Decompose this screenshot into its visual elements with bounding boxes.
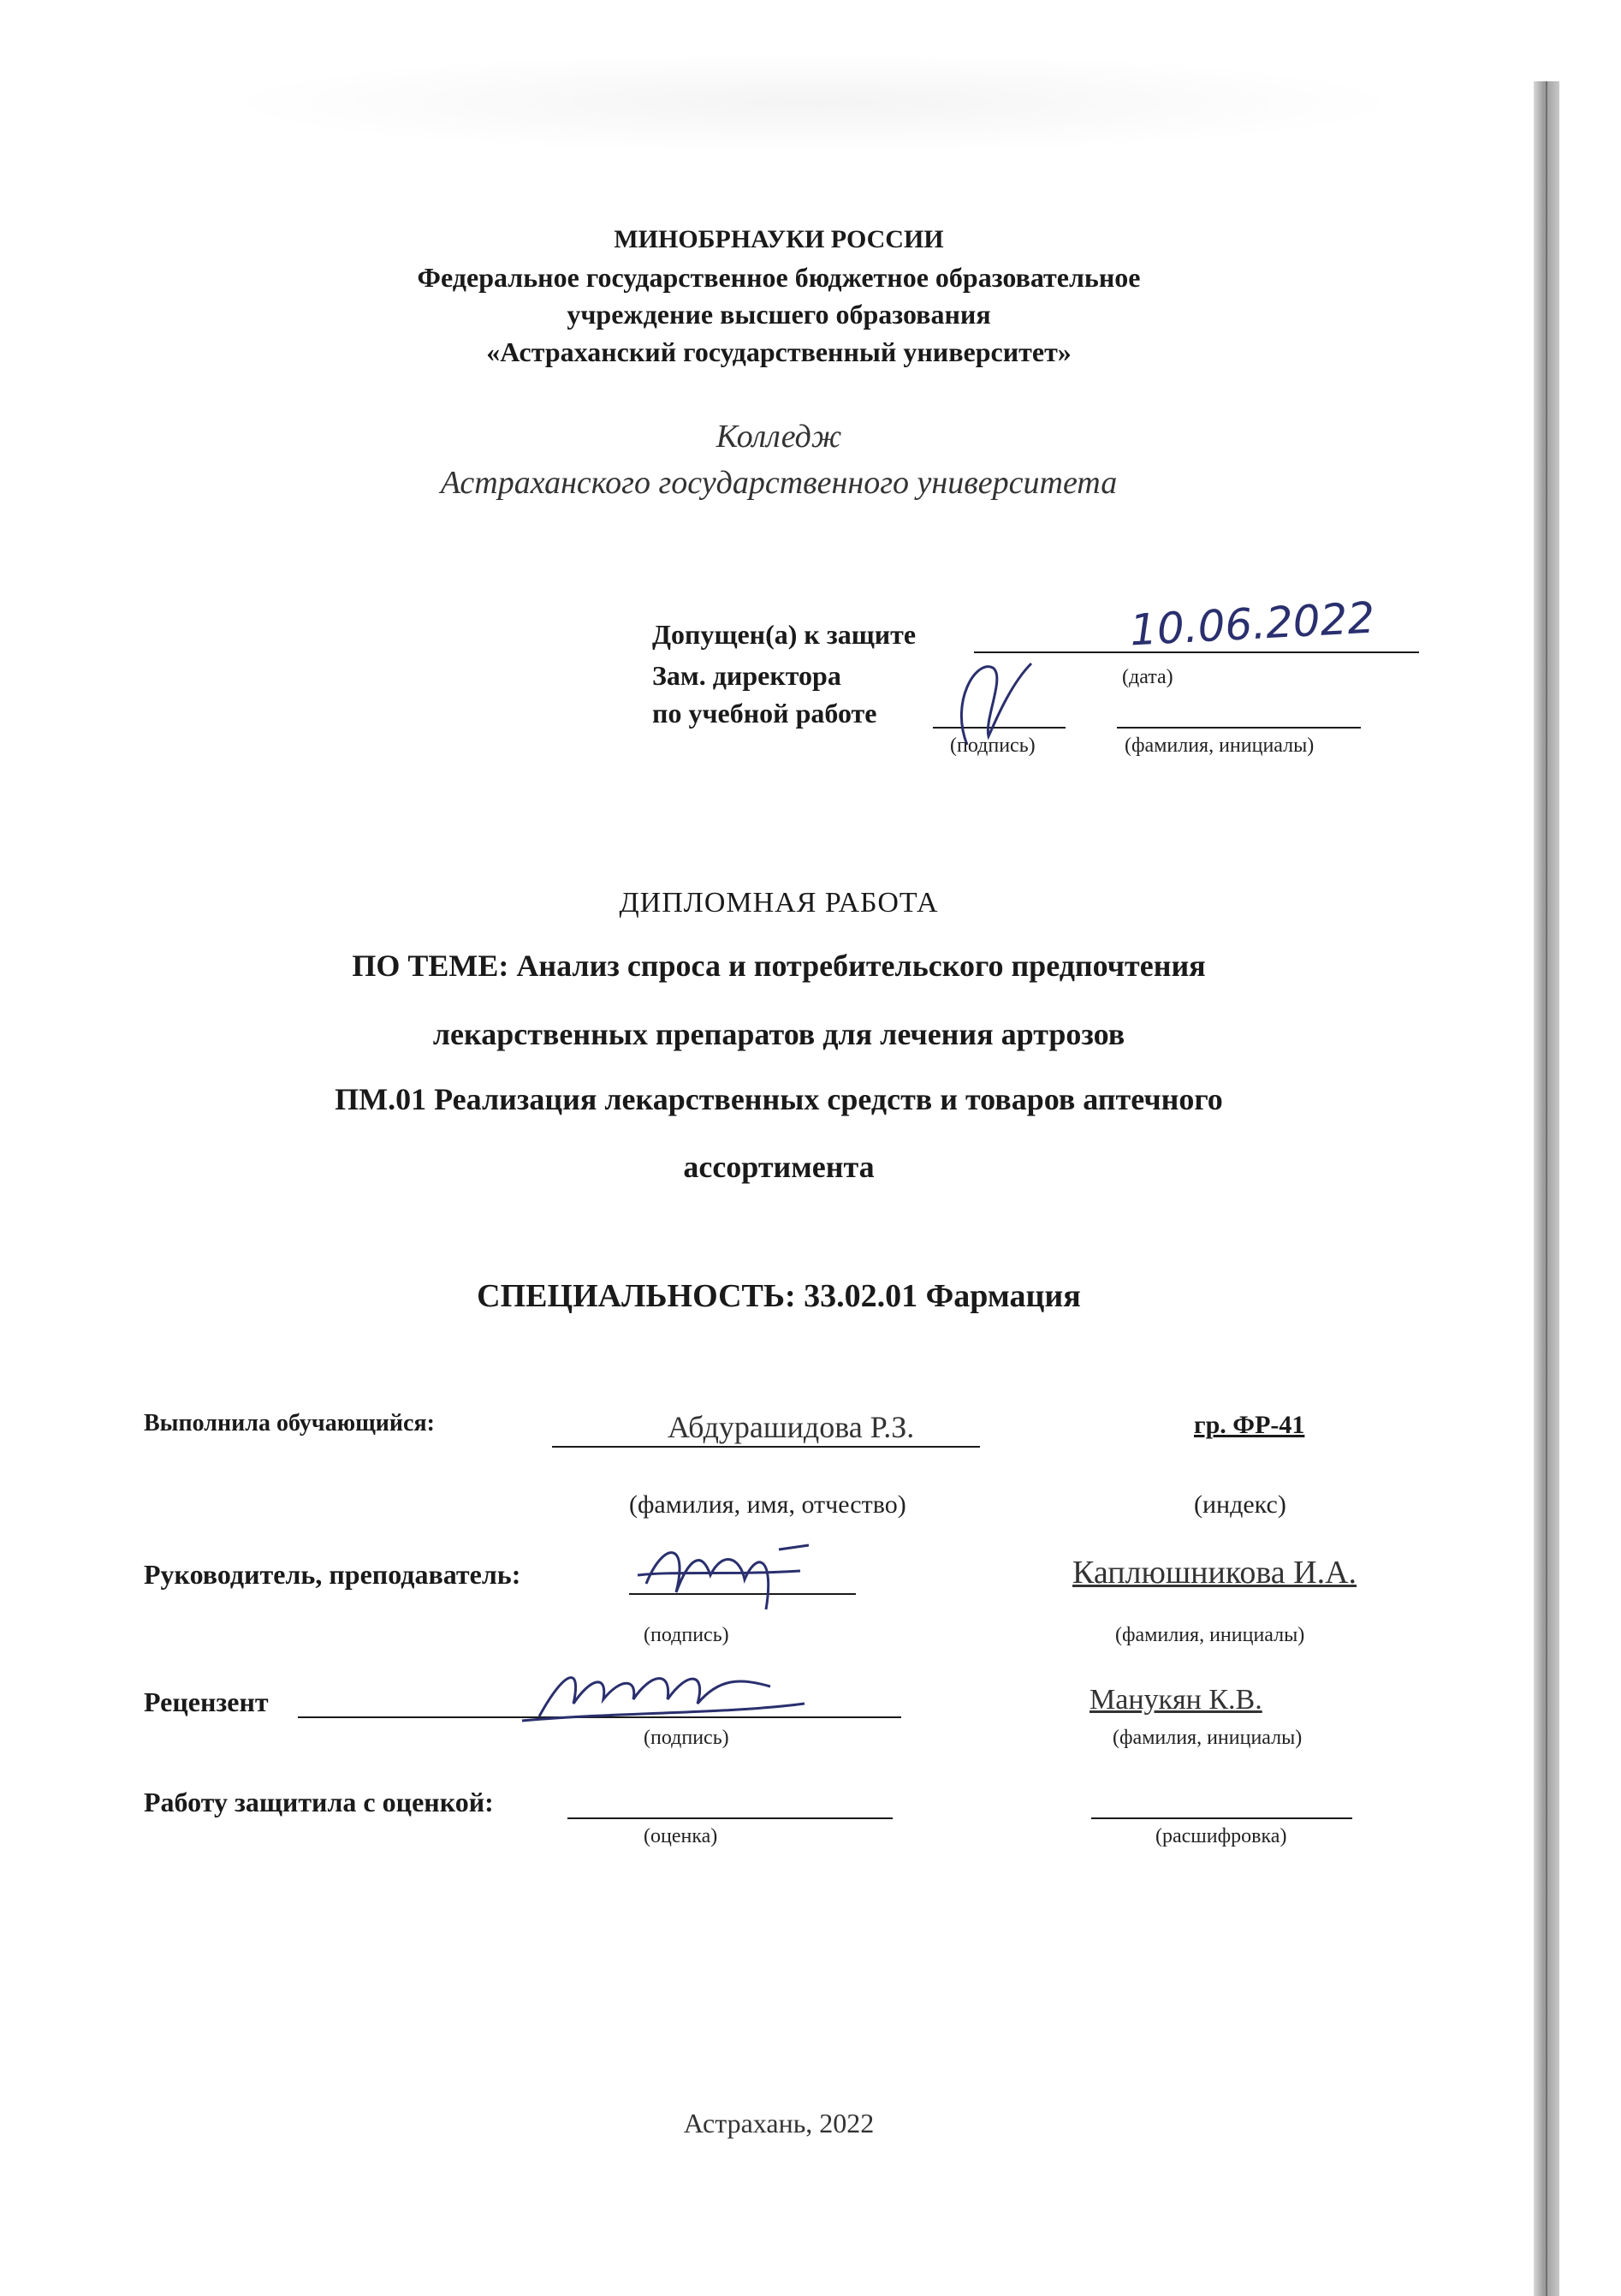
deputy-director-label: Зам. директора — [652, 660, 841, 691]
grade-caption: (оценка) — [644, 1825, 718, 1847]
supervisor-name-caption: (фамилия, инициалы) — [1115, 1624, 1305, 1646]
approval-signature-caption: (подпись) — [950, 735, 1036, 757]
reviewer-name: Манукян К.В. — [1090, 1684, 1262, 1716]
institution-line-1: Федеральное государственное бюджетное образовательное — [417, 262, 1141, 293]
approval-name-line — [1117, 727, 1361, 729]
topic-line-2: лекарственных препаратов для лечения артрозов — [432, 1017, 1125, 1051]
module-line-1: ПМ.01 Реализация лекарственных средств и товаров аптечного — [335, 1082, 1223, 1116]
author-name-line — [552, 1446, 980, 1448]
supervisor-label: Руководитель, преподаватель: — [144, 1559, 521, 1590]
supervisor-name: Каплюшникова И.А. — [1072, 1555, 1357, 1591]
college-line-1: Колледж — [715, 419, 842, 455]
handwritten-date: 10.06.2022 — [1128, 592, 1376, 656]
author-name-caption: (фамилия, имя, отчество) — [629, 1490, 906, 1519]
supervisor-signature-caption: (подпись) — [644, 1624, 729, 1646]
university-name: «Астраханский государственный университет» — [486, 336, 1072, 367]
specialty: СПЕЦИАЛЬНОСТЬ: 33.02.01 Фармация — [477, 1278, 1081, 1314]
author-name: Абдурашидова Р.З. — [668, 1410, 915, 1444]
topic-line-1: ПО ТЕМЕ: Анализ спроса и потребительского предпочтения — [352, 949, 1206, 983]
institution-line-2: учреждение высшего образования — [567, 299, 991, 330]
reviewer-signature-caption: (подпись) — [644, 1727, 729, 1749]
module-line-2: ассортимента — [683, 1150, 875, 1184]
scan-shading — [214, 51, 1412, 154]
admitted-label: Допущен(а) к защите — [652, 619, 917, 650]
reviewer-signature — [514, 1652, 822, 1729]
document-type: ДИПЛОМНАЯ РАБОТА — [619, 887, 939, 919]
decode-line — [1091, 1817, 1352, 1819]
college-line-2: Астраханского государственного университета — [440, 465, 1118, 501]
scan-page-edge-line — [1546, 81, 1547, 2296]
grade-label: Работу защитила с оценкой: — [144, 1787, 494, 1817]
reviewer-label: Рецензент — [144, 1686, 269, 1717]
author-group-caption: (индекс) — [1194, 1490, 1286, 1519]
author-label: Выполнила обучающийся: — [144, 1410, 435, 1436]
decode-caption: (расшифровка) — [1155, 1825, 1287, 1847]
ministry-heading: МИНОБРНАУКИ РОССИИ — [614, 225, 944, 253]
author-group: гр. ФР-41 — [1194, 1411, 1305, 1439]
approval-name-caption: (фамилия, инициалы) — [1125, 735, 1315, 757]
reviewer-name-caption: (фамилия, инициалы) — [1113, 1727, 1303, 1749]
city-year: Астрахань, 2022 — [683, 2108, 875, 2138]
academic-work-label: по учебной работе — [652, 698, 877, 729]
date-caption: (дата) — [1122, 666, 1173, 688]
grade-line — [567, 1817, 893, 1819]
supervisor-signature — [629, 1524, 843, 1618]
